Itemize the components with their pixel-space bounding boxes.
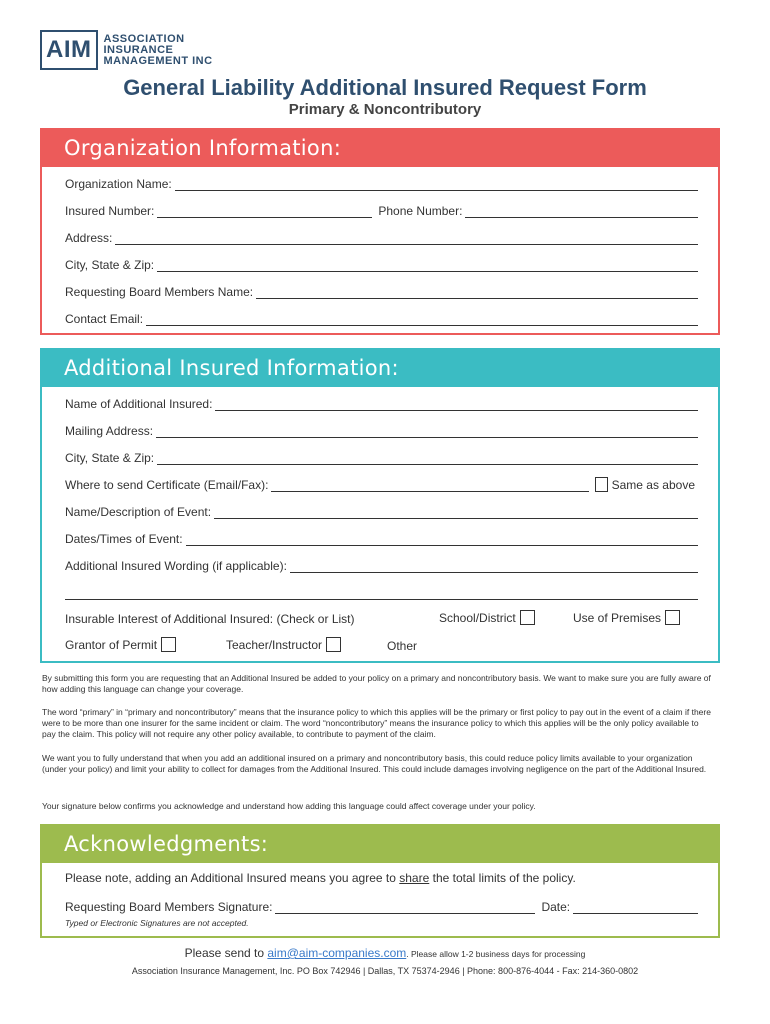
contact-email-field[interactable]: Contact Email:: [65, 310, 698, 326]
school-district-option[interactable]: School/District: [439, 610, 535, 625]
same-as-above-label: Same as above: [611, 478, 695, 492]
same-as-above-checkbox[interactable]: [595, 477, 608, 492]
event-dates-field[interactable]: Dates/Times of Event:: [65, 530, 698, 546]
use-of-premises-option[interactable]: Use of Premises: [573, 610, 680, 625]
signature-row: Requesting Board Members Signature: Date:: [65, 898, 698, 914]
insurable-interest-label: Insurable Interest of Additional Insured: (Check or List): [65, 612, 355, 626]
additional-insured-heading: Additional Insured Information:: [42, 350, 718, 387]
ai-city-state-zip-field[interactable]: City, State & Zip:: [65, 449, 698, 465]
event-dates-line[interactable]: [186, 534, 698, 546]
send-certificate-line[interactable]: [271, 480, 589, 492]
use-of-premises-checkbox[interactable]: [665, 610, 680, 625]
organization-section: [40, 128, 720, 335]
company-logo: [40, 30, 213, 70]
disclosure-paragraph-2: The word “primary” in “primary and noncontributory” means that the insurance policy to which this applies will be the primary or first policy to pay out in the event of a claim if there were to be more than one insurer for the same incident or claim. The word “noncontributory” means the insurance policy to which this applies will be the only policy available to pay the claim. This policy will not require any other policy available, to contribute to payment of the claim.: [42, 707, 711, 739]
disclosure-paragraph-1: By submitting this form you are requesting that an Additional Insured be added to your policy on a primary and noncontributory basis. We want to make sure you are fully aware of how adding this language can change your coverage.: [42, 673, 711, 694]
city-state-zip-line[interactable]: [157, 260, 698, 272]
address-line[interactable]: [115, 233, 698, 245]
disclosure-paragraph-3: We want you to fully understand that when you add an additional insured on a primary and noncontributory basis, this could reduce policy limits available to your organization (under your policy) and limit your ability to collect for damages from the Additional Insured. This could include damages involving negligence on the part of the Additional Insured.: [42, 753, 707, 774]
insured-name-field[interactable]: Name of Additional Insured:: [65, 395, 698, 411]
submission-instructions: Please send to aim@aim-companies.com. Please allow 1-2 business days for processing: [184, 946, 586, 960]
address-field[interactable]: Address:: [65, 229, 698, 245]
school-district-checkbox[interactable]: [520, 610, 535, 625]
insured-wording-line-2[interactable]: [65, 584, 698, 600]
disclosure-paragraph-4: Your signature below confirms you acknowledge and understand how adding this language could affect coverage under your policy.: [42, 801, 536, 811]
mailing-address-line[interactable]: [156, 426, 698, 438]
insured-wording-line[interactable]: [290, 561, 698, 573]
acknowledgments-heading: Acknowledgments:: [42, 826, 718, 863]
organization-name-line[interactable]: [175, 179, 698, 191]
logo-text: ASSOCIATION INSURANCE MANAGEMENT INC: [103, 32, 213, 67]
event-description-line[interactable]: [214, 507, 698, 519]
send-certificate-field: Where to send Certificate (Email/Fax): Same as above: [65, 478, 695, 492]
company-address: Association Insurance Management, Inc. PO Box 742946 | Dallas, TX 75374-2946 | Phone: 800-876-4044 - Fax: 214-360-0802: [131, 966, 639, 976]
mailing-address-field[interactable]: Mailing Address:: [65, 422, 698, 438]
grantor-of-permit-option[interactable]: Grantor of Permit: [65, 637, 176, 652]
form-subtitle: Primary & Noncontributory: [288, 101, 482, 118]
board-members-field[interactable]: Requesting Board Members Name:: [65, 283, 698, 299]
signature-line[interactable]: [275, 902, 535, 914]
teacher-instructor-checkbox[interactable]: [326, 637, 341, 652]
additional-insured-section: [40, 348, 720, 663]
logo-mark: AIM: [40, 30, 98, 70]
insured-name-line[interactable]: [215, 399, 698, 411]
event-description-field[interactable]: Name/Description of Event:: [65, 503, 698, 519]
contact-email-line[interactable]: [146, 314, 698, 326]
teacher-instructor-option[interactable]: Teacher/Instructor: [226, 637, 341, 652]
other-option: Other: [387, 639, 418, 653]
organization-name-field[interactable]: Organization Name:: [65, 175, 698, 191]
organization-heading: Organization Information:: [42, 130, 718, 167]
form-title: General Liability Additional Insured Request Form: [123, 75, 647, 100]
contact-email-link[interactable]: aim@aim-companies.com: [267, 946, 407, 960]
insured-wording-field[interactable]: Additional Insured Wording (if applicable):: [65, 557, 698, 573]
grantor-of-permit-checkbox[interactable]: [161, 637, 176, 652]
city-state-zip-field[interactable]: City, State & Zip:: [65, 256, 698, 272]
ai-city-state-zip-line[interactable]: [157, 453, 698, 465]
share-limits-note: Please note, adding an Additional Insured means you agree to share the total limits of the policy.: [65, 871, 576, 885]
date-line[interactable]: [573, 902, 698, 914]
phone-number-line[interactable]: [465, 206, 698, 218]
insured-phone-row: Insured Number: Phone Number:: [65, 202, 698, 218]
insured-number-line[interactable]: [157, 206, 372, 218]
board-members-line[interactable]: [256, 287, 698, 299]
acknowledgments-section: [40, 824, 720, 938]
signature-disclaimer: Typed or Electronic Signatures are not accepted.: [65, 918, 249, 928]
